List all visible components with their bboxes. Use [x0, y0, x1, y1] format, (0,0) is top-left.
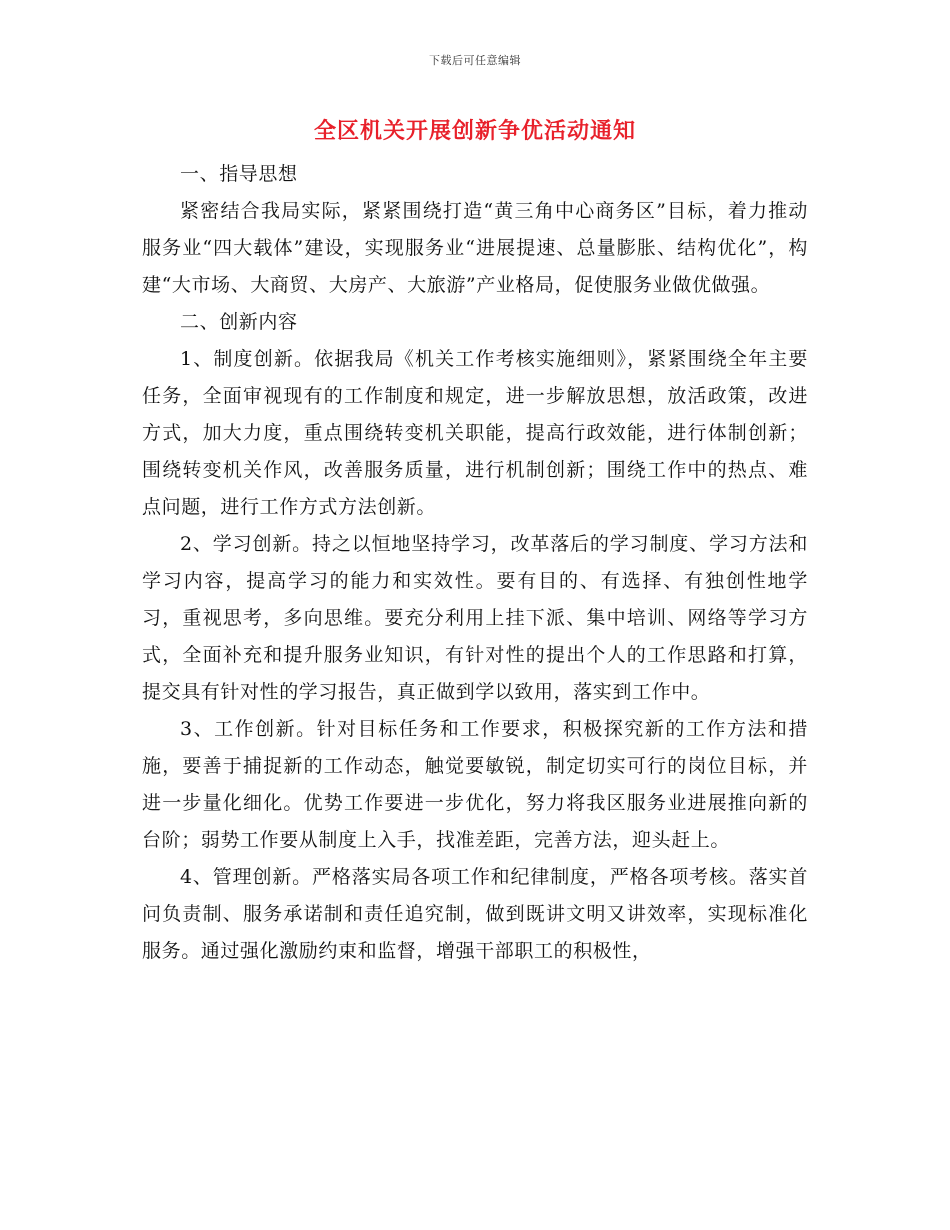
header-note: 下载后可任意编辑 [429, 54, 521, 67]
section-heading-innovation-content: 二、创新内容 [180, 311, 298, 333]
document-title: 全区机关开展创新争优活动通知 [313, 118, 636, 144]
paragraph-management-innovation: 4、管理创新。严格落实局各项工作和纪律制度，严格各项考核。落实首问负责制、服务承诺制和责任追究制，做到既讲文明又讲效率，实现标准化服务。通过强化激励约束和监督，增强干部职工的积极性， [142, 866, 808, 962]
section-heading-guiding-ideology: 一、指导思想 [180, 163, 298, 185]
paragraph-learning-innovation: 2、学习创新。持之以恒地坚持学习，改革落后的学习制度、学习方法和学习内容，提高学习的能力和实效性。要有目的、有选择、有独创性地学习，重视思考，多向思维。要充分利用上挂下派、集中培训、网络等学习方式，全面补充和提升服务业知识，有针对性的提出个人的工作思路和打算，提交具有针对性的学习报告，真正做到学以致用，落实到工作中。 [142, 533, 808, 703]
paragraph-work-innovation: 3、工作创新。针对目标任务和工作要求，积极探究新的工作方法和措施，要善于捕捉新的工作动态，触觉要敏锐，制定切实可行的岗位目标，并进一步量化细化。优势工作要进一步优化，努力将我区服务业进展推向新的台阶；弱势工作要从制度上入手，找准差距，完善方法，迎头赶上。 [142, 718, 808, 851]
document-body [142, 156, 808, 970]
paragraph-guiding-ideology: 紧密结合我局实际，紧紧围绕打造“黄三角中心商务区”目标，着力推动服务业“四大载体”建设，实现服务业“进展提速、总量膨胀、结构优化”，构建“大市场、大商贸、大房产、大旅游”产业格局，促使服务业做优做强。 [142, 200, 808, 296]
paragraph-system-innovation: 1、制度创新。依据我局《机关工作考核实施细则》，紧紧围绕全年主要任务，全面审视现有的工作制度和规定，进一步解放思想，放活政策，改进方式，加大力度，重点围绕转变机关职能，提高行政效能，进行体制创新；围绕转变机关作风，改善服务质量，进行机制创新；围绕工作中的热点、难点问题，进行工作方式方法创新。 [142, 348, 808, 518]
